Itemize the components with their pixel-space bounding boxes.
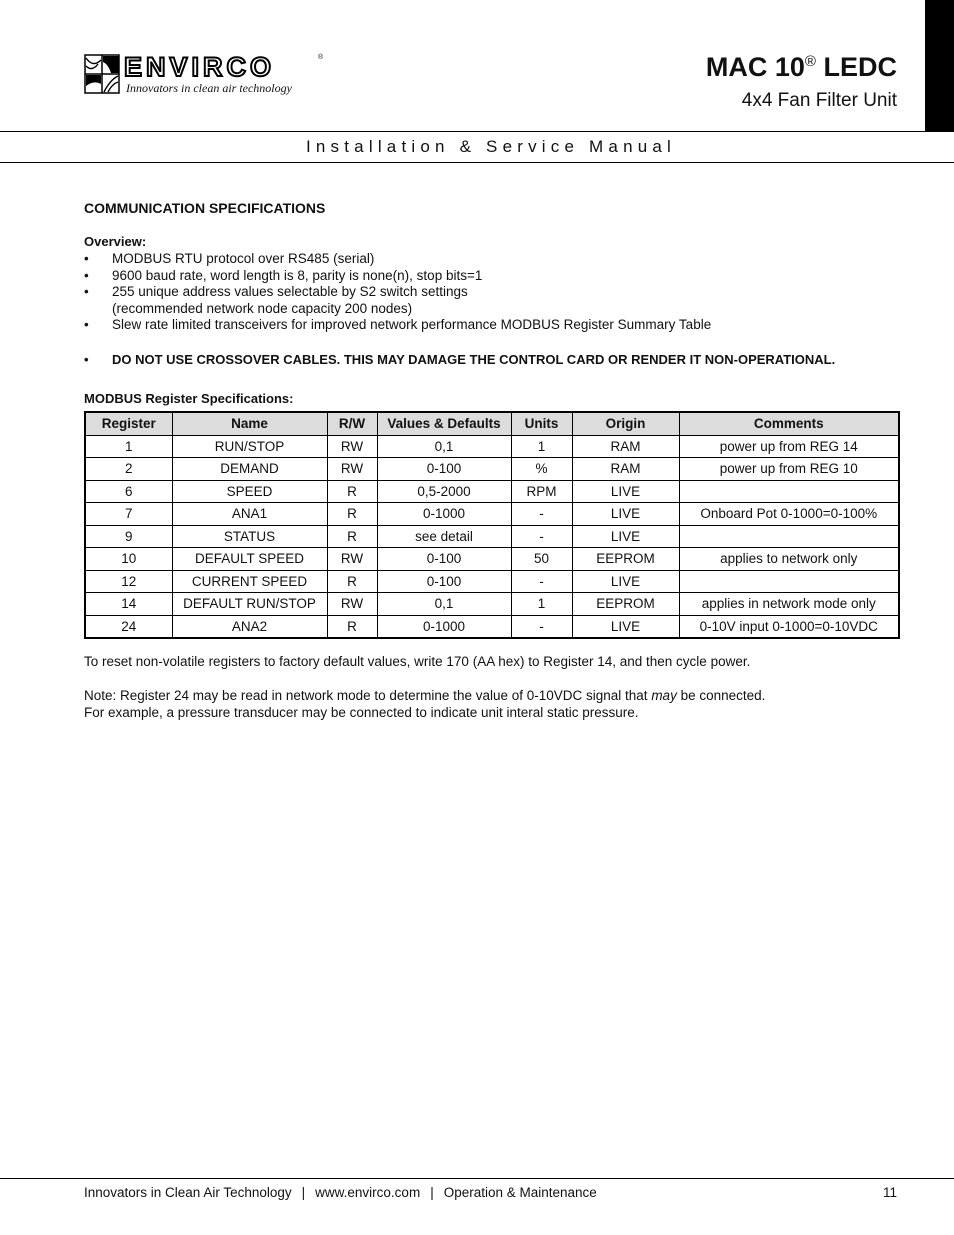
logo-registered-mark: ® xyxy=(318,54,324,61)
column-header-name: Name xyxy=(172,412,327,435)
cell-values-defaults: 0,5-2000 xyxy=(377,480,511,503)
footer-section: Operation & Maintenance xyxy=(443,1185,597,1200)
footer-separator: | xyxy=(430,1185,434,1200)
cell-name: RUN/STOP xyxy=(172,435,327,458)
table-label: MODBUS Register Specifications: xyxy=(84,391,294,406)
table-body xyxy=(85,435,899,638)
footer-info xyxy=(84,1185,597,1200)
cell-rw: RW xyxy=(327,593,377,616)
cell-register: 24 xyxy=(85,615,172,638)
cell-comments xyxy=(679,480,899,503)
bullet-icon: • xyxy=(84,317,89,332)
register-24-note xyxy=(84,687,904,721)
cell-comments: 0-10V input 0-1000=0-10VDC xyxy=(679,615,899,638)
overview-bullet-list xyxy=(84,251,904,334)
list-item xyxy=(84,317,904,334)
cell-name: DEFAULT SPEED xyxy=(172,548,327,571)
bullet-icon: • xyxy=(84,352,89,367)
cell-rw: RW xyxy=(327,435,377,458)
cell-units: - xyxy=(511,503,572,526)
bullet-text-continued: (recommended network node capacity 200 nodes) xyxy=(112,300,413,316)
cell-register: 1 xyxy=(85,435,172,458)
modbus-register-table xyxy=(84,411,900,639)
table-row xyxy=(85,458,899,481)
cell-comments: applies to network only xyxy=(679,548,899,571)
footer-rule xyxy=(0,1178,954,1179)
cell-origin: RAM xyxy=(572,458,679,481)
cell-units: - xyxy=(511,615,572,638)
cell-name: STATUS xyxy=(172,525,327,548)
product-registered-mark: ® xyxy=(804,53,816,70)
cell-name: ANA2 xyxy=(172,615,327,638)
bullet-text: 255 unique address values selectable by S2 switch settings xyxy=(112,284,468,299)
cell-name: DEMAND xyxy=(172,458,327,481)
cell-rw: R xyxy=(327,480,377,503)
cell-rw: RW xyxy=(327,548,377,571)
cell-register: 12 xyxy=(85,570,172,593)
cell-rw: R xyxy=(327,615,377,638)
table-row xyxy=(85,570,899,593)
cell-register: 7 xyxy=(85,503,172,526)
envirco-wordmark: ENVIRCO xyxy=(124,52,276,82)
bullet-icon: • xyxy=(84,284,89,299)
cell-values-defaults: see detail xyxy=(377,525,511,548)
black-edge-tab xyxy=(925,0,954,132)
cell-units: - xyxy=(511,525,572,548)
footer-tagline: Innovators in Clean Air Technology xyxy=(84,1185,292,1200)
footer-separator: | xyxy=(301,1185,306,1200)
cell-rw: R xyxy=(327,570,377,593)
cell-register: 2 xyxy=(85,458,172,481)
cell-comments: applies in network mode only xyxy=(679,593,899,616)
note-text-after: be connected. xyxy=(676,688,766,703)
cell-values-defaults: 0,1 xyxy=(377,593,511,616)
table-row xyxy=(85,503,899,526)
cell-values-defaults: 0-100 xyxy=(377,458,511,481)
note-line-2: For example, a pressure transducer may be connected to indicate unit interal static pressure. xyxy=(84,705,639,720)
cell-comments xyxy=(679,525,899,548)
cell-origin: EEPROM xyxy=(572,593,679,616)
bullet-text: Slew rate limited transceivers for improved network performance MODBUS Register Summary Table xyxy=(112,317,712,332)
cell-values-defaults: 0-1000 xyxy=(377,503,511,526)
cell-units: 1 xyxy=(511,435,572,458)
page-number: 11 xyxy=(882,1185,897,1200)
cell-origin: LIVE xyxy=(572,503,679,526)
cell-values-defaults: 0-100 xyxy=(377,548,511,571)
cell-units: 1 xyxy=(511,593,572,616)
note-emphasis: may xyxy=(651,688,677,703)
cell-rw: R xyxy=(327,525,377,548)
warning-text: DO NOT USE CROSSOVER CABLES. THIS MAY DAMAGE THE CONTROL CARD OR RENDER IT NON-OPERATIONAL. xyxy=(112,352,836,367)
table-row xyxy=(85,435,899,458)
section-title: COMMUNICATION SPECIFICATIONS xyxy=(84,200,326,216)
header-rule-bottom xyxy=(0,162,954,163)
cell-name: DEFAULT RUN/STOP xyxy=(172,593,327,616)
overview-label: Overview: xyxy=(84,234,147,249)
cell-register: 9 xyxy=(85,525,172,548)
cell-values-defaults: 0,1 xyxy=(377,435,511,458)
footer-website-link[interactable]: www.envirco.com xyxy=(315,1185,421,1200)
cell-rw: R xyxy=(327,503,377,526)
column-header-rw: R/W xyxy=(327,412,377,435)
envirco-logo-mark xyxy=(84,54,120,94)
list-item xyxy=(84,251,904,268)
manual-title: Installation & Service Manual xyxy=(305,137,677,156)
cell-origin: LIVE xyxy=(572,570,679,593)
cell-origin: LIVE xyxy=(572,480,679,503)
cell-origin: EEPROM xyxy=(572,548,679,571)
table-row xyxy=(85,525,899,548)
envirco-logo xyxy=(84,54,324,98)
cell-rw: RW xyxy=(327,458,377,481)
header-rule-top xyxy=(0,131,954,132)
product-subtitle: 4x4 Fan Filter Unit xyxy=(741,90,897,111)
bullet-icon: • xyxy=(84,267,89,283)
table-row xyxy=(85,593,899,616)
reset-instructions: To reset non-volatile registers to factory default values, write 170 (AA hex) to Register 14, and then cycle power. xyxy=(84,654,751,669)
cell-units: 50 xyxy=(511,548,572,571)
cell-name: ANA1 xyxy=(172,503,327,526)
bullet-icon: • xyxy=(84,251,89,266)
cell-comments: Onboard Pot 0-1000=0-100% xyxy=(679,503,899,526)
product-name: MAC 10 xyxy=(705,52,805,82)
list-item xyxy=(84,268,904,285)
logo-tagline: Innovators in clean air technology xyxy=(126,81,292,95)
table-row xyxy=(85,548,899,571)
crossover-cable-warning xyxy=(84,352,932,367)
bullet-text: 9600 baud rate, word length is 8, parity is none(n), stop bits=1 xyxy=(112,267,483,283)
cell-units: % xyxy=(511,458,572,481)
column-header-values-defaults: Values & Defaults xyxy=(377,412,511,435)
cell-origin: LIVE xyxy=(572,525,679,548)
column-header-comments: Comments xyxy=(679,412,899,435)
table-header-row xyxy=(85,412,899,435)
cell-units: - xyxy=(511,570,572,593)
cell-origin: LIVE xyxy=(572,615,679,638)
cell-origin: RAM xyxy=(572,435,679,458)
column-header-origin: Origin xyxy=(572,412,679,435)
cell-register: 14 xyxy=(85,593,172,616)
cell-register: 6 xyxy=(85,480,172,503)
column-header-register: Register xyxy=(85,412,172,435)
product-title xyxy=(706,52,897,83)
cell-comments xyxy=(679,570,899,593)
table-row xyxy=(85,480,899,503)
cell-values-defaults: 0-100 xyxy=(377,570,511,593)
note-line-1 xyxy=(84,687,904,704)
cell-comments: power up from REG 10 xyxy=(679,458,899,481)
cell-units: RPM xyxy=(511,480,572,503)
cell-values-defaults: 0-1000 xyxy=(377,615,511,638)
product-model: LEDC xyxy=(823,52,897,82)
bullet-text: MODBUS RTU protocol over RS485 (serial) xyxy=(112,251,375,266)
table-row xyxy=(85,615,899,638)
cell-name: CURRENT SPEED xyxy=(172,570,327,593)
cell-register: 10 xyxy=(85,548,172,571)
list-item xyxy=(84,284,904,317)
note-text-before: Note: Register 24 may be read in network mode to determine the value of 0-10VDC signal that xyxy=(84,688,652,703)
cell-name: SPEED xyxy=(172,480,327,503)
column-header-units: Units xyxy=(511,412,572,435)
cell-comments: power up from REG 14 xyxy=(679,435,899,458)
